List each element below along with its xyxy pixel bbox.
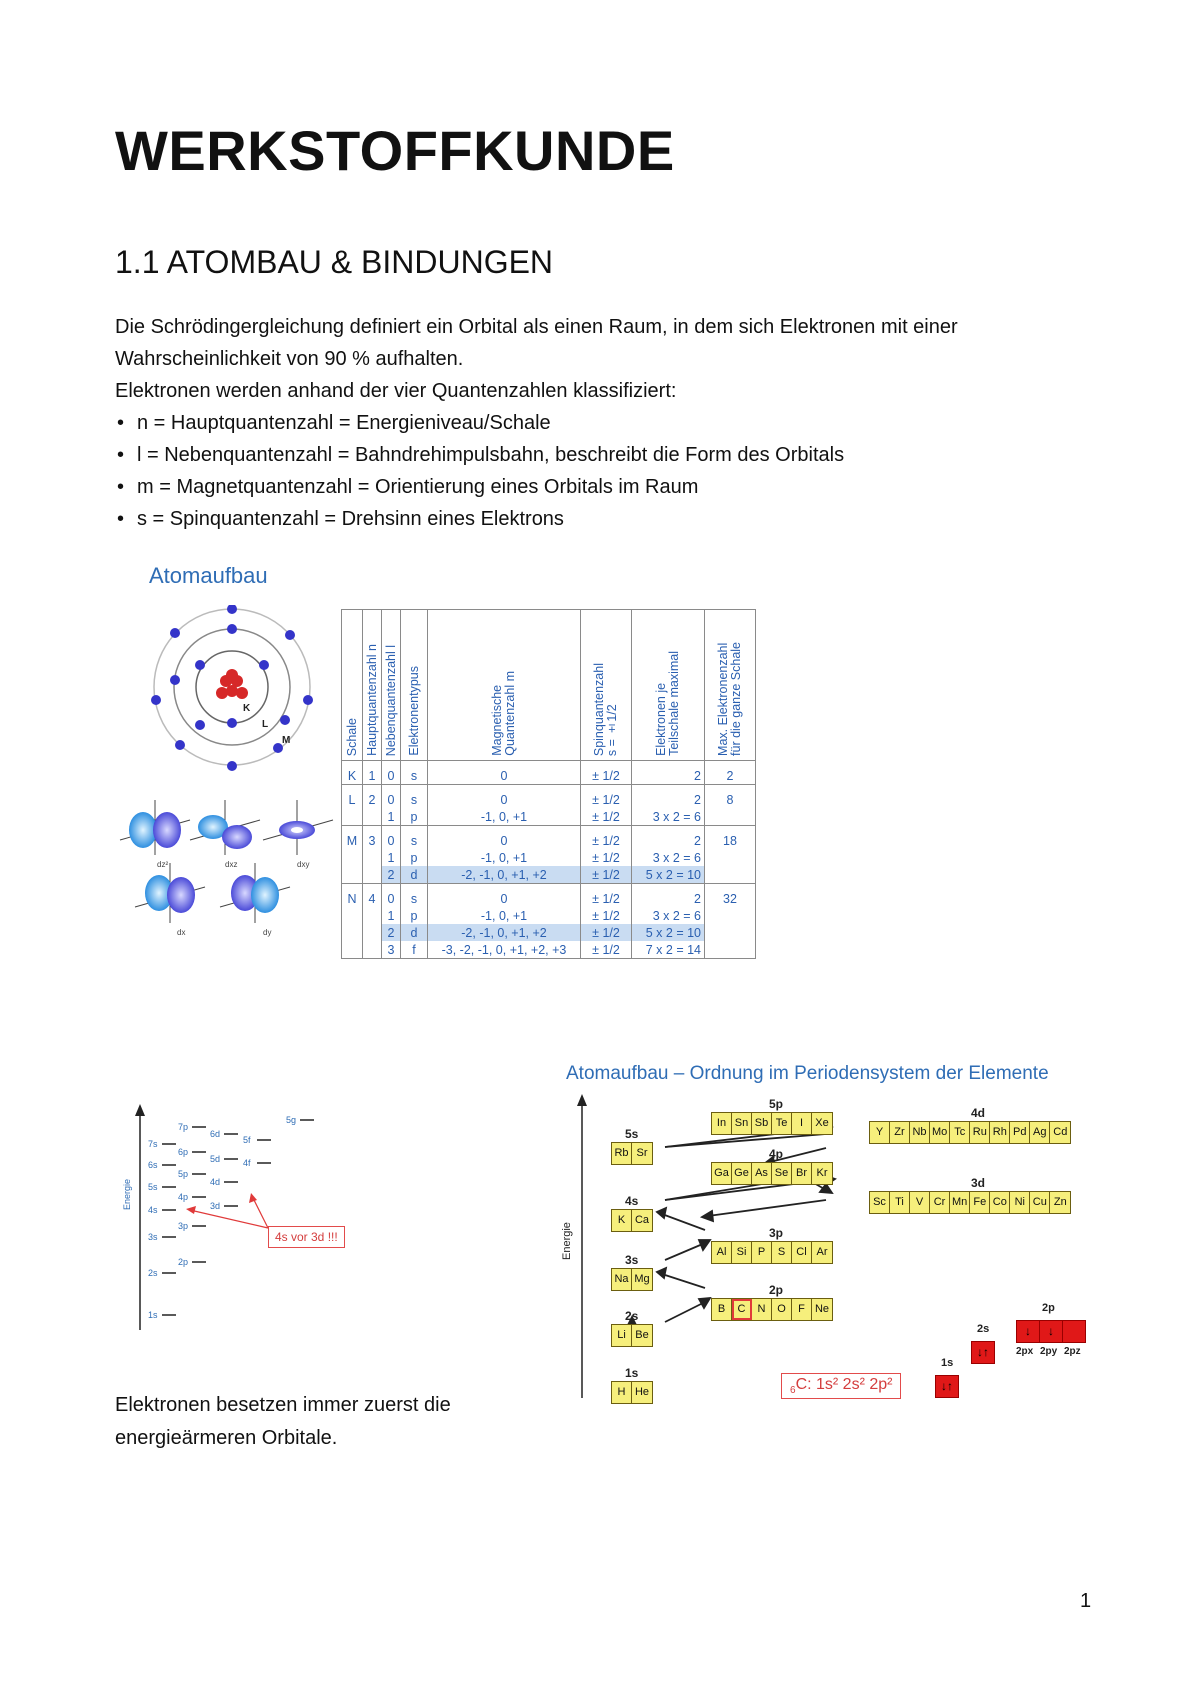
orbital-block-label: 3p: [769, 1226, 784, 1240]
pse-axis-label: Energie: [561, 1222, 573, 1260]
energy-level-label: 2p: [178, 1257, 189, 1267]
page-number: 1: [1080, 1590, 1092, 1612]
shell-label-m: M: [282, 735, 291, 746]
caption-text: Elektronen besetzen immer zuerst die energieärmeren Orbitale.: [115, 1394, 451, 1449]
table-cell-n: [363, 907, 382, 924]
shell-label-l: L: [262, 719, 269, 730]
config-text: C: 1s² 2s² 2p²: [795, 1376, 893, 1393]
config-atomic-number: 6: [790, 1385, 796, 1397]
table-cell-shell: [342, 924, 363, 941]
element-cell: Sr: [636, 1147, 648, 1159]
element-cell: Zr: [890, 1122, 910, 1143]
table-cell-n: 2: [363, 785, 382, 809]
table-cell-sub: 5 x 2 = 10: [632, 924, 705, 941]
orbital-block-label: 2p: [769, 1283, 784, 1297]
table-cell-sub: 3 x 2 = 6: [632, 907, 705, 924]
element-cell: Cl: [792, 1242, 812, 1263]
energy-level-label: 5d: [210, 1154, 221, 1164]
table-cell-l: 1: [382, 849, 401, 866]
energy-level-label: 4p: [178, 1192, 189, 1202]
spin-label-2s: 2s: [977, 1323, 990, 1335]
orbital-block-label: 5p: [769, 1097, 784, 1111]
table-cell-max: [705, 924, 756, 941]
table-cell-l: 0: [382, 761, 401, 785]
quantum-number-table: [341, 609, 756, 959]
energy-level-label: 4s: [148, 1205, 158, 1215]
table-cell-type: s: [401, 826, 428, 850]
table-cell-s: ± 1/2: [581, 907, 632, 924]
energy-level-label: 3s: [148, 1232, 158, 1242]
orbital-block-2s: [611, 1324, 653, 1347]
table-header: Elektronen je Teilschale maximal: [654, 651, 681, 756]
element-cell: Na: [612, 1269, 632, 1290]
table-cell-max: 32: [705, 884, 756, 908]
element-cell: V: [910, 1192, 930, 1213]
table-cell-s: ± 1/2: [581, 866, 632, 884]
table-row: [342, 785, 756, 809]
table-cell-n: 1: [363, 761, 382, 785]
element-cell: Co: [990, 1192, 1010, 1213]
element-cell: Ti: [890, 1192, 910, 1213]
table-cell-n: [363, 866, 382, 884]
element-cell: Rh: [990, 1122, 1010, 1143]
list-item: • l = Nebenquantenzahl = Bahndrehimpulsbahn, beschreibt die Form des Orbitals: [115, 439, 1075, 471]
table-row: [342, 849, 756, 866]
element-cell: Kr: [816, 1167, 828, 1179]
table-cell-max: [705, 808, 756, 826]
element-cell: Ca: [634, 1214, 650, 1226]
element-cell: Fe: [970, 1192, 990, 1213]
energy-level-label: 3d: [210, 1201, 221, 1211]
orbital-block-4s: [611, 1209, 653, 1232]
element-cell: Be: [635, 1329, 649, 1341]
element-cell: Li: [612, 1325, 632, 1346]
intro-paragraph-1: Die Schrödingergleichung definiert ein Orbital als einen Raum, in dem sich Elektronen mit einer Wahrscheinlichkeit von 90 % aufhalten.: [115, 316, 958, 370]
element-cell: Cu: [1030, 1192, 1050, 1213]
spin-label-1s: 1s: [941, 1357, 954, 1369]
orbital-block-5p: [711, 1112, 833, 1135]
element-cell: Sb: [752, 1113, 772, 1134]
table-cell-s: ± 1/2: [581, 884, 632, 908]
orbital-block-label: 3s: [625, 1253, 639, 1267]
table-cell-sub: 3 x 2 = 6: [632, 808, 705, 826]
energy-level-label: 2s: [148, 1268, 158, 1278]
element-cell: Cd: [1053, 1126, 1068, 1138]
p-orbital-label: 2pz: [1064, 1346, 1081, 1357]
element-cell: Xe: [815, 1117, 829, 1129]
element-cell: Nb: [910, 1122, 930, 1143]
energy-level-label: 7s: [148, 1139, 158, 1149]
table-cell-max: 8: [705, 785, 756, 809]
table-cell-s: ± 1/2: [581, 785, 632, 809]
table-row: [342, 826, 756, 850]
table-cell-s: ± 1/2: [581, 941, 632, 959]
element-cell: He: [634, 1386, 650, 1398]
table-cell-type: s: [401, 884, 428, 908]
shell-label-k: K: [243, 703, 251, 714]
element-cell: Mn: [950, 1192, 970, 1213]
element-cell: In: [712, 1113, 732, 1134]
table-cell-l: 0: [382, 785, 401, 809]
table-row: [342, 866, 756, 884]
quantum-table-body: [342, 761, 756, 959]
table-cell-m: 0: [428, 785, 581, 809]
table-header: Hauptquantenzahl n: [364, 644, 379, 756]
table-cell-type: f: [401, 941, 428, 959]
table-cell-l: 0: [382, 826, 401, 850]
table-cell-m: 0: [428, 761, 581, 785]
table-cell-n: 4: [363, 884, 382, 908]
list-item: • s = Spinquantenzahl = Drehsinn eines Elektrons: [115, 503, 1075, 535]
p-orbital-label: 2px: [1016, 1346, 1034, 1357]
orbital-block-label: 3d: [971, 1176, 986, 1190]
energy-level-label: 5g: [286, 1115, 297, 1125]
table-cell-type: d: [401, 924, 428, 941]
energy-level-label: 7p: [178, 1122, 189, 1132]
orbital-block-3d: [869, 1191, 1071, 1214]
element-cell: Ne: [814, 1303, 830, 1315]
table-header: Elektronentypus: [406, 666, 421, 756]
intro-paragraph-2: Elektronen werden anhand der vier Quantenzahlen klassifiziert:: [115, 380, 677, 402]
element-cell: C: [732, 1299, 752, 1320]
table-cell-type: p: [401, 808, 428, 826]
table-cell-sub: 7 x 2 = 14: [632, 941, 705, 959]
element-cell: Mg: [634, 1273, 650, 1285]
table-cell-n: [363, 941, 382, 959]
table-header: Magnetische Quantenzahl m: [490, 671, 517, 756]
energy-level-label: 6p: [178, 1147, 189, 1157]
element-cell: Rb: [612, 1143, 632, 1164]
table-cell-s: ± 1/2: [581, 849, 632, 866]
list-item: • m = Magnetquantenzahl = Orientierung eines Orbitals im Raum: [115, 471, 1075, 503]
intro-text: [115, 311, 1075, 535]
element-cell: Mo: [930, 1122, 950, 1143]
table-cell-s: ± 1/2: [581, 761, 632, 785]
table-cell-sub: 2: [632, 761, 705, 785]
element-cell: I: [792, 1113, 812, 1134]
table-cell-shell: [342, 907, 363, 924]
page-title: WERKSTOFFKUNDE: [115, 119, 675, 182]
energy-level-label: 5p: [178, 1169, 189, 1179]
atom-figure-title: Atomaufbau: [149, 563, 268, 588]
table-cell-max: [705, 907, 756, 924]
element-cell: Se: [772, 1163, 792, 1184]
element-cell: Al: [712, 1242, 732, 1263]
element-cell: P: [752, 1242, 772, 1263]
table-cell-m: -1, 0, +1: [428, 907, 581, 924]
element-cell: B: [712, 1299, 732, 1320]
element-cell: Sc: [870, 1192, 890, 1213]
orbital-block-label: 2s: [625, 1309, 639, 1323]
energy-level-label: 5f: [243, 1135, 251, 1145]
orbital-label: dxz: [225, 860, 238, 869]
table-cell-s: ± 1/2: [581, 808, 632, 826]
energy-level-label: 1s: [148, 1310, 158, 1320]
table-cell-m: -2, -1, 0, +1, +2: [428, 866, 581, 884]
energy-level-label: 3p: [178, 1221, 189, 1231]
table-row: [342, 907, 756, 924]
element-cell: Br: [792, 1163, 812, 1184]
table-cell-max: [705, 866, 756, 884]
table-cell-sub: 5 x 2 = 10: [632, 866, 705, 884]
element-cell: K: [612, 1210, 632, 1231]
table-cell-shell: L: [342, 785, 363, 809]
spin-box-2s: ↓↑: [971, 1341, 995, 1364]
element-cell: Ge: [732, 1163, 752, 1184]
spin-box-2pz: [1062, 1320, 1086, 1343]
element-cell: Ga: [712, 1163, 732, 1184]
element-cell: Zn: [1053, 1196, 1067, 1208]
spin-box-2px: ↓: [1016, 1320, 1040, 1343]
energy-axis-label: Energie: [122, 1178, 132, 1210]
energy-level-label: 6d: [210, 1129, 221, 1139]
element-cell: H: [612, 1382, 632, 1403]
table-row: [342, 884, 756, 908]
table-row: [342, 941, 756, 959]
spin-label-2p: 2p: [1042, 1302, 1055, 1314]
section-title: 1.1 ATOMBAU & BINDUNGEN: [115, 244, 554, 280]
table-cell-type: s: [401, 785, 428, 809]
element-cell: S: [772, 1242, 792, 1263]
energy-level-diagram: [118, 1100, 378, 1335]
table-cell-shell: [342, 808, 363, 826]
note-4s-before-3d: 4s vor 3d !!!: [268, 1226, 345, 1248]
table-row: [342, 808, 756, 826]
element-cell: N: [752, 1299, 772, 1320]
table-cell-m: -2, -1, 0, +1, +2: [428, 924, 581, 941]
element-cell: Y: [870, 1122, 890, 1143]
spin-box-2py: ↓: [1039, 1320, 1063, 1343]
orbital-block-label: 4d: [971, 1106, 986, 1120]
table-cell-m: 0: [428, 826, 581, 850]
table-cell-type: p: [401, 907, 428, 924]
element-cell: Pd: [1010, 1122, 1030, 1143]
orbital-block-1s: [611, 1381, 653, 1404]
element-cell: Cr: [930, 1192, 950, 1213]
table-cell-sub: 3 x 2 = 6: [632, 849, 705, 866]
table-cell-shell: [342, 849, 363, 866]
table-cell-n: [363, 849, 382, 866]
element-cell: Ar: [816, 1246, 828, 1258]
table-header: Spinquantenzahl s = ±1/2: [592, 662, 619, 756]
orbital-block-label: 4s: [625, 1194, 639, 1208]
table-cell-l: 2: [382, 866, 401, 884]
table-cell-l: 1: [382, 907, 401, 924]
quantum-number-list: [115, 407, 1075, 535]
table-cell-max: 2: [705, 761, 756, 785]
orbital-block-4d: [869, 1121, 1071, 1144]
element-cell: Te: [772, 1113, 792, 1134]
orbital-block-3s: [611, 1268, 653, 1291]
table-cell-shell: K: [342, 761, 363, 785]
energy-level-label: 4d: [210, 1177, 221, 1187]
orbital-block-label: 1s: [625, 1366, 639, 1380]
orbital-block-label: 4p: [769, 1147, 784, 1161]
carbon-configuration: [781, 1373, 901, 1399]
element-cell: Sn: [732, 1113, 752, 1134]
element-cell: Ag: [1030, 1122, 1050, 1143]
orbital-label: dx: [177, 928, 186, 937]
element-cell: Ru: [970, 1122, 990, 1143]
orbital-block-label: 5s: [625, 1127, 639, 1141]
energy-level-label: 5s: [148, 1182, 158, 1192]
table-row: [342, 761, 756, 785]
orbital-block-2p: [711, 1298, 833, 1321]
table-cell-max: [705, 941, 756, 959]
atom-model-illustration: [140, 605, 340, 775]
table-cell-type: d: [401, 866, 428, 884]
table-cell-n: 3: [363, 826, 382, 850]
table-cell-n: [363, 924, 382, 941]
element-cell: As: [752, 1163, 772, 1184]
table-cell-l: 3: [382, 941, 401, 959]
element-cell: O: [772, 1299, 792, 1320]
element-cell: F: [792, 1299, 812, 1320]
table-cell-s: ± 1/2: [581, 924, 632, 941]
energy-level-label: 6s: [148, 1160, 158, 1170]
element-cell: Si: [732, 1242, 752, 1263]
orbital-label: dy: [263, 928, 272, 937]
table-cell-max: [705, 849, 756, 866]
table-cell-m: 0: [428, 884, 581, 908]
table-cell-sub: 2: [632, 785, 705, 809]
table-header: Nebenquantenzahl l: [383, 644, 398, 756]
orbital-block-4p: [711, 1162, 833, 1185]
pse-figure-title: Atomaufbau – Ordnung im Periodensystem der Elemente: [566, 1063, 1049, 1084]
table-row: [342, 924, 756, 941]
table-cell-n: [363, 808, 382, 826]
orbital-label: dz²: [157, 860, 169, 869]
table-cell-shell: [342, 941, 363, 959]
table-cell-m: -1, 0, +1: [428, 808, 581, 826]
element-cell: Ni: [1010, 1192, 1030, 1213]
element-cell: Tc: [950, 1122, 970, 1143]
spin-box-1s: ↓↑: [935, 1375, 959, 1398]
table-cell-sub: 2: [632, 826, 705, 850]
table-cell-sub: 2: [632, 884, 705, 908]
table-cell-s: ± 1/2: [581, 826, 632, 850]
orbital-label: dxy: [297, 860, 310, 869]
table-cell-shell: N: [342, 884, 363, 908]
table-cell-l: 0: [382, 884, 401, 908]
table-header: Schale: [344, 717, 359, 756]
table-cell-l: 2: [382, 924, 401, 941]
table-cell-max: 18: [705, 826, 756, 850]
list-item: • n = Hauptquantenzahl = Energieniveau/Schale: [115, 407, 1075, 439]
table-cell-type: p: [401, 849, 428, 866]
table-cell-shell: [342, 866, 363, 884]
table-cell-type: s: [401, 761, 428, 785]
energy-level-label: 4f: [243, 1158, 251, 1168]
orbital-block-3p: [711, 1241, 833, 1264]
table-cell-m: -3, -2, -1, 0, +1, +2, +3: [428, 941, 581, 959]
table-cell-l: 1: [382, 808, 401, 826]
orbital-block-5s: [611, 1142, 653, 1165]
table-cell-m: -1, 0, +1: [428, 849, 581, 866]
table-cell-shell: M: [342, 826, 363, 850]
d-orbital-illustrations: [115, 795, 340, 955]
table-header: Max. Elektronenzahl für die ganze Schale: [716, 642, 743, 756]
p-orbital-label: 2py: [1040, 1346, 1058, 1357]
